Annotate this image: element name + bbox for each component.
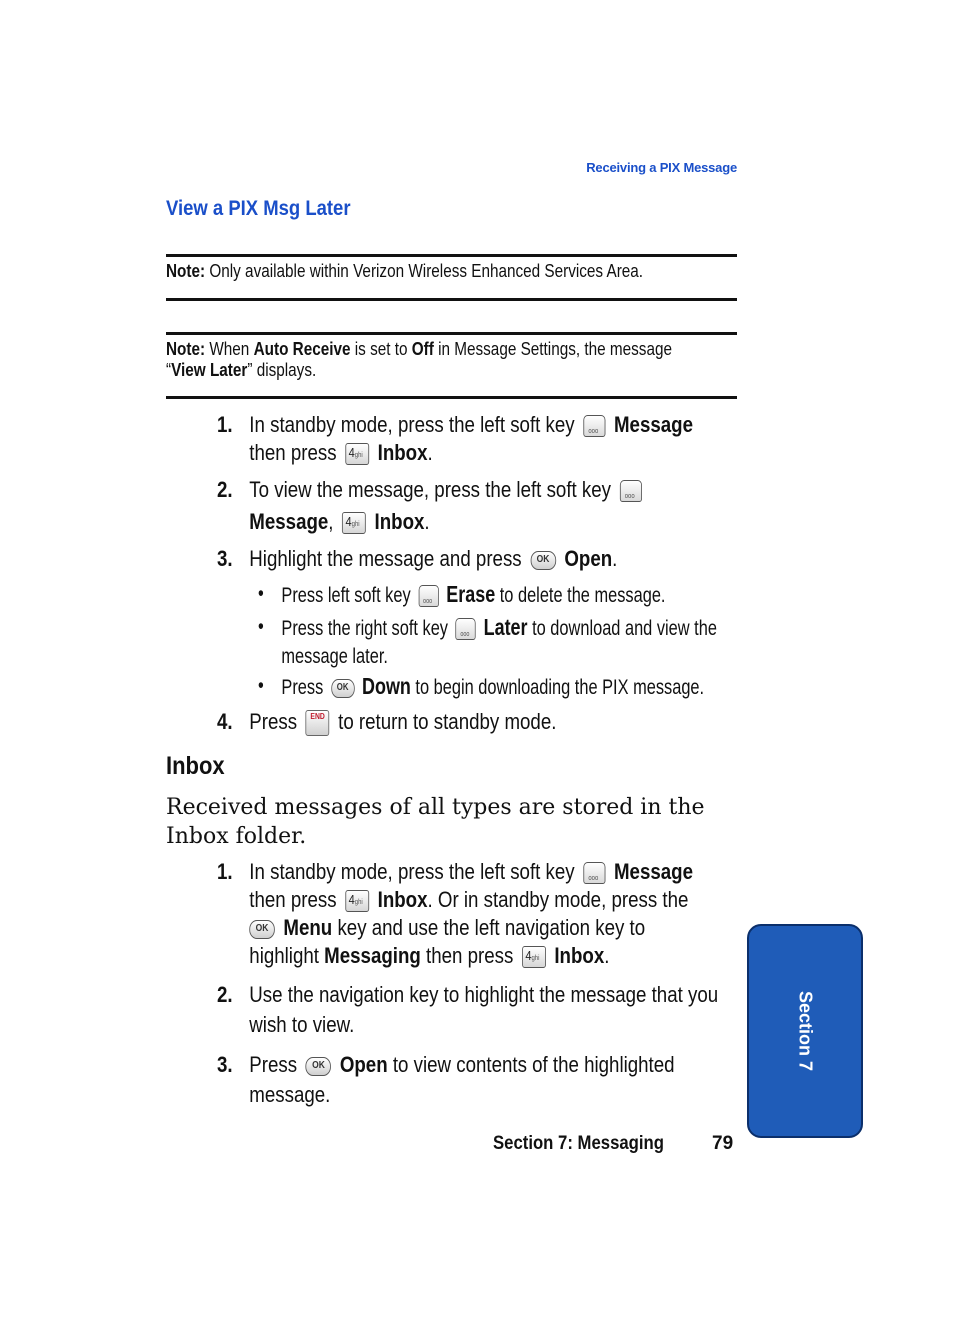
four-key-icon: [345, 890, 369, 912]
step-bold-inbox: Inbox: [377, 887, 428, 912]
note-bold-off: Off: [411, 339, 434, 359]
four-key-letters: ghi: [351, 521, 360, 529]
step-text-part: then press: [426, 943, 514, 968]
four-key-icon: [345, 443, 369, 465]
step-bold-messaging: Messaging: [324, 943, 421, 968]
note-bold-auto-receive: Auto Receive: [253, 339, 351, 359]
four-key-digit: 4: [525, 948, 532, 964]
bullet-text: [281, 672, 749, 702]
bullet-text: [281, 580, 749, 610]
step-number: 1.: [217, 859, 233, 884]
ok-key-icon: OK: [249, 920, 274, 939]
left-soft-key-icon: [620, 480, 642, 502]
step-text-part: To view the message, press the left soft key: [249, 477, 612, 502]
ok-key-icon: OK: [530, 551, 556, 570]
step-text-part: key and use the left navigation key to: [337, 915, 646, 940]
end-key-icon: END: [306, 710, 330, 736]
bullet-bold-erase: Erase: [446, 581, 496, 607]
step-bold-open: Open: [564, 546, 613, 571]
step-number: 4.: [217, 709, 233, 734]
note-label: Note:: [166, 339, 206, 359]
note-label: Note:: [166, 261, 206, 281]
step-text-part: . Or in standby mode, press the: [427, 887, 689, 912]
bullet-text: [281, 613, 749, 671]
step-text: [249, 858, 751, 970]
note-text: “: [166, 360, 172, 380]
bullet-text-part: Press left soft key: [281, 584, 411, 607]
step-bold-message: Message: [249, 509, 329, 534]
footer-section: Section 7: Messaging: [493, 1133, 664, 1154]
step-text-part: .: [604, 943, 610, 968]
step-text: [249, 411, 751, 467]
bullet-text-part: Press: [281, 676, 324, 699]
step-text-part: Press: [249, 1052, 298, 1077]
step-text: [249, 980, 751, 1040]
step-text: [249, 708, 751, 736]
step-text: [249, 1050, 751, 1110]
bullet-text-part: to download and view the: [532, 617, 717, 640]
note-auto-receive: [166, 339, 676, 381]
step-text-part: highlight: [249, 943, 319, 968]
note-text: in Message Settings, the message: [433, 339, 672, 359]
step-bold-inbox: Inbox: [374, 509, 425, 534]
step-text-part: to view contents of the highlighted: [392, 1052, 675, 1077]
step-text-part: .: [612, 546, 618, 571]
step-number: 3.: [217, 546, 233, 571]
step-number: 1.: [217, 412, 233, 437]
bullet-bold-down: Down: [362, 673, 411, 699]
four-key-letters: ghi: [354, 452, 363, 460]
four-key-icon: [522, 946, 546, 968]
four-key-digit: 4: [348, 892, 355, 908]
step-text-part: ,: [328, 509, 334, 534]
step-bold-menu: Menu: [283, 915, 333, 940]
step-text-part: Use the navigation key to highlight the message that you: [249, 982, 719, 1007]
four-key-letters: ghi: [531, 955, 540, 963]
note-bold-view-later: View Later: [171, 360, 248, 380]
ok-key-icon: OK: [331, 679, 354, 698]
note-text: When: [205, 339, 254, 359]
rule-top-note1: [166, 254, 737, 257]
note-text: Only available within Verizon Wireless Enhanced Services Area.: [205, 261, 644, 281]
step-text-part: Highlight the message and press: [249, 546, 522, 571]
section-title-inbox: Inbox: [166, 752, 225, 780]
section-title-view-later: View a PIX Msg Later: [166, 197, 351, 220]
note-text: is set to: [350, 339, 412, 359]
step-text-part: Press: [249, 709, 298, 734]
ok-key-icon: OK: [306, 1057, 332, 1076]
bullet-text-part: to begin downloading the PIX message.: [415, 676, 705, 699]
step-text: [249, 476, 751, 536]
step-bold-inbox: Inbox: [554, 943, 605, 968]
rule-bottom-note2: [166, 396, 737, 399]
step-bold-inbox: Inbox: [377, 440, 428, 465]
bullet-dot: •: [258, 615, 264, 638]
rule-top-note2: [166, 332, 737, 335]
step-bold-message: Message: [613, 412, 693, 437]
note-text: ” displays.: [247, 360, 317, 380]
rule-bottom-note1: [166, 298, 737, 301]
step-text-part: to return to standby mode.: [338, 709, 557, 734]
step-text-part: .: [427, 440, 433, 465]
four-key-icon: [342, 512, 366, 534]
step-number: 3.: [217, 1052, 233, 1077]
section-tab-label: Section 7: [795, 990, 816, 1072]
step-text: [249, 545, 751, 573]
step-text-part: message.: [249, 1082, 331, 1107]
page-number: 79: [712, 1133, 734, 1154]
step-text-part: wish to view.: [249, 1012, 355, 1037]
step-number: 2.: [217, 477, 233, 502]
running-head: Receiving a PIX Message: [586, 160, 737, 175]
bullet-text-part: message later.: [281, 645, 388, 668]
four-key-digit: 4: [348, 445, 355, 461]
four-key-letters: ghi: [354, 899, 363, 907]
bullet-text-part: Press the right soft key: [281, 617, 449, 640]
step-text-part: In standby mode, press the left soft key: [249, 859, 575, 884]
note-availability: [166, 261, 676, 282]
four-key-digit: 4: [345, 514, 352, 530]
left-soft-key-icon: [583, 862, 605, 884]
step-bold-message: Message: [613, 859, 693, 884]
bullet-dot: •: [258, 674, 264, 697]
step-bold-open: Open: [339, 1052, 388, 1077]
step-text-part: then press: [249, 440, 337, 465]
step-text-part: In standby mode, press the left soft key: [249, 412, 575, 437]
step-number: 2.: [217, 982, 233, 1007]
bullet-text-part: to delete the message.: [499, 584, 666, 607]
step-text-part: then press: [249, 887, 337, 912]
left-soft-key-icon: [583, 415, 605, 437]
step-text-part: .: [424, 509, 430, 534]
left-soft-key-icon: [418, 585, 438, 607]
inbox-paragraph: Received messages of all types are stored in the Inbox folder.: [166, 795, 705, 849]
bullet-dot: •: [258, 582, 264, 605]
bullet-bold-later: Later: [483, 614, 528, 640]
section-tab-label-wrap: [747, 924, 863, 1138]
right-soft-key-icon: [456, 618, 476, 640]
